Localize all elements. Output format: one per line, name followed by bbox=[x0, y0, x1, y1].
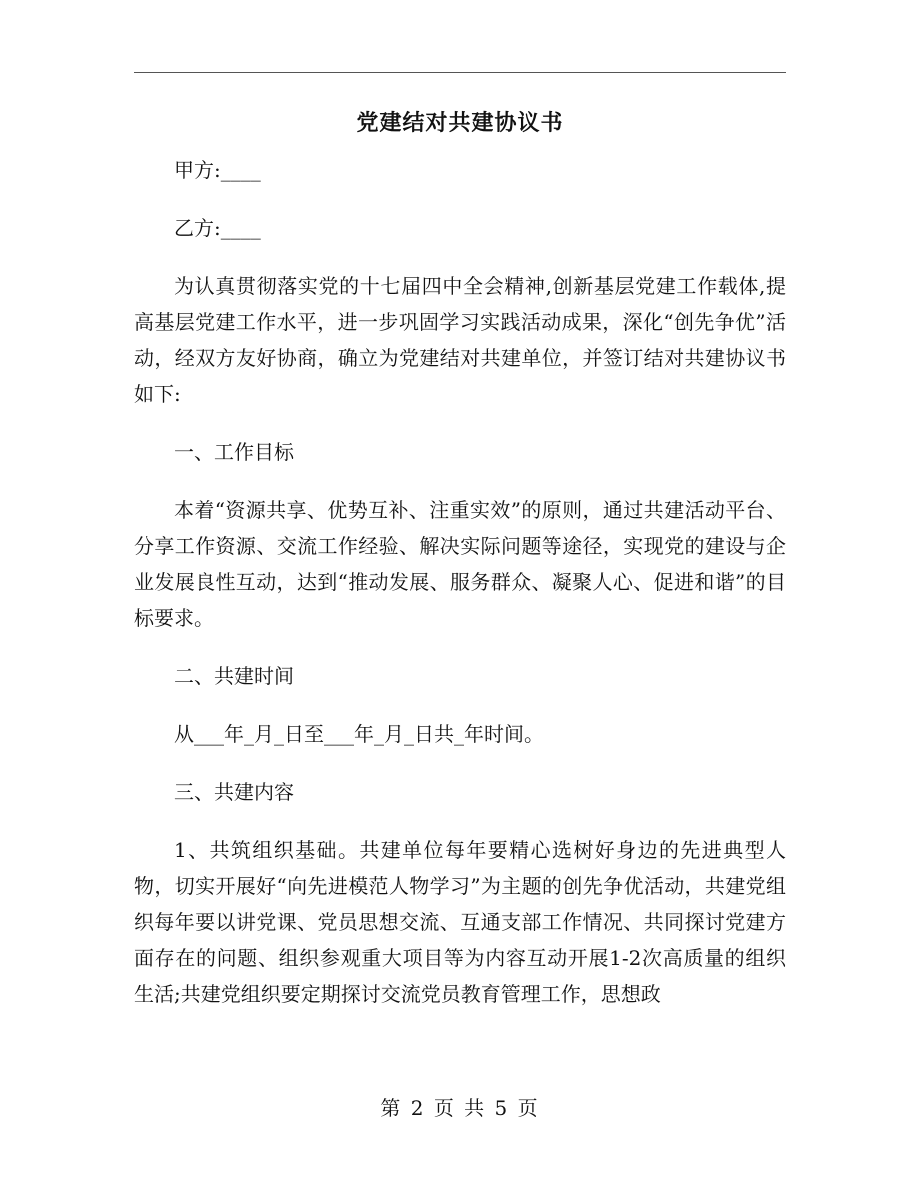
document-body bbox=[134, 152, 786, 1034]
section-text-time: 从___年_月_日至___年_月_日共_年时间。 bbox=[174, 722, 544, 746]
page-number-footer: 第 2 页 共 5 页 bbox=[380, 1096, 540, 1120]
header-rule bbox=[134, 72, 786, 73]
section-heading-content: 三、共建内容 bbox=[174, 780, 294, 804]
section-text-content: 1、共筑组织基础。共建单位每年要精心选树好身边的先进典型人物，切实开展好“向先进模范人物学习”为主题的创先争优活动，共建党组织每年要以讲党课、党员思想交流、互通支部工作情况、共同探讨党建方面存在的问题、组织参观重大项目等为内容互动开展1-2次高质量的组织生活;共建党组织要定期探讨交流党员教育管理工作，思想政 bbox=[134, 838, 786, 1006]
section-heading-goals: 一、工作目标 bbox=[174, 440, 294, 464]
party-a-line: 甲方:____ bbox=[174, 158, 261, 182]
intro-paragraph: 为认真贯彻落实党的十七届四中全会精神,创新基层党建工作载体,提高基层党建工作水平，进一步巩固学习实践活动成果，深化“创先争优”活动，经双方友好协商，确立为党建结对共建单位，并签订结对共建协议书如下: bbox=[134, 274, 786, 406]
party-b-line: 乙方:____ bbox=[174, 216, 261, 240]
document-title: 党建结对共建协议书 bbox=[356, 110, 564, 136]
section-text-goals: 本着“资源共享、优势互补、注重实效”的原则，通过共建活动平台、分享工作资源、交流工作经验、解决实际问题等途径，实现党的建设与企业发展良性互动，达到“推动发展、服务群众、凝聚人心、促进和谐”的目标要求。 bbox=[134, 498, 786, 630]
section-heading-time: 二、共建时间 bbox=[174, 664, 294, 688]
